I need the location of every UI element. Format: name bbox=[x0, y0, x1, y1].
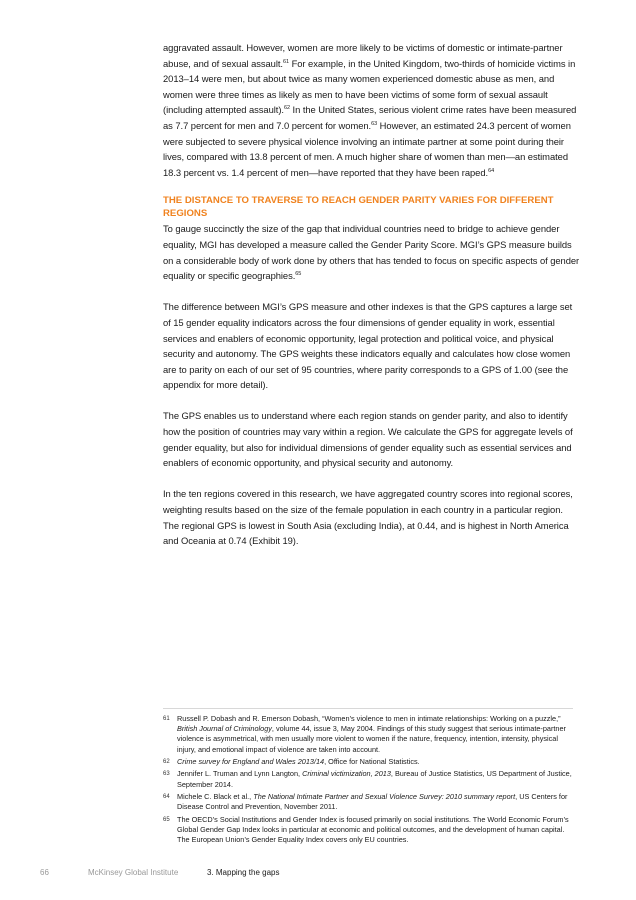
text-run: However, an estimated 24.3 percent of women were subjected to severe physical violence involving an intimate partner at some point during their lives, compared with 13.8 percent of men. A much higher share of women than men—an estimated 18.3 percent vs. 1.4 percent of men—have reported that they have been raped. bbox=[163, 119, 571, 178]
text-run: Michele C. Black et al., bbox=[177, 791, 254, 801]
text-run: , US Centers for Disease Control and Prevention, November 2011. bbox=[177, 791, 568, 812]
chapter-title: 3. Mapping the gaps bbox=[207, 868, 280, 877]
paragraph-gps-intro bbox=[163, 221, 581, 283]
text-run: aggravated assault. However, women are more likely to be victims of domestic or intimate-partner abuse, and of sexual assault. bbox=[163, 42, 563, 69]
text-run: Jennifer L. Truman and Lynn Langton, bbox=[177, 769, 303, 779]
footnote-text bbox=[177, 815, 575, 846]
paragraph-gps-difference: The difference between MGI’s GPS measure and other indexes is that the GPS captures a large set of 15 gender equality indicators across the four dimensions of gender equality in work, essential services and enablers of economic opportunity, legal protection and political voice, and physical security and autonomy. The GPS weights these indicators equally and calculates how close women are to parity on each of our set of 95 countries, where parity corresponds to a GPS of 1.00 (see the appendix for more detail). bbox=[163, 301, 573, 391]
main-text bbox=[163, 40, 581, 549]
paragraph-gps-regions: The GPS enables us to understand where each region stands on gender parity, and also to identify how the position of countries may vary within a region. We calculate the GPS for aggregate levels of gender equality, but also for individual dimensions of gender equality such as essential services and enablers of economic opportunity, and physical security and autonomy. bbox=[163, 410, 573, 469]
footnote-number: 63 bbox=[163, 771, 170, 778]
text-run: For example, in the United Kingdom, two-thirds of homicide victims in 2013–14 were men, but about twice as many women experienced domestic abuse as men, and women were three times as likely as men to have been victims of some form of sexual assault (including attempted assault). bbox=[163, 57, 576, 116]
footnote-ref-64[interactable]: 64 bbox=[488, 167, 495, 174]
text-run: Russell P. Dobash and R. Emerson Dobash, “Women’s violence to men in intimate relationships: Working on a puzzle,” bbox=[177, 714, 561, 723]
paragraph-regional-scores: In the ten regions covered in this research, we have aggregated country scores into regional scores, weighting results based on the size of the female population in each country in a particular region. The regional GPS is lowest in South Asia (excluding India), at 0.44, and is highest in North America and Oceania at 0.74 (Exhibit 19). bbox=[163, 488, 573, 547]
footnote-text bbox=[177, 792, 575, 812]
footnote-64 bbox=[163, 792, 575, 812]
footnote-62 bbox=[163, 757, 575, 767]
text-run: To gauge succinctly the size of the gap that individual countries need to bridge to achieve gender equality, MGI has developed a measure called the Gender Parity Score. MGI’s GPS measure builds on a considerable body of work done by others that has tended to focus on specific aspects of gender equality or specific geographies. bbox=[163, 223, 580, 282]
text-run: The OECD’s Social Institutions and Gender Index is focused primarily on social institutions. The World Economic Forum’s Global Gender Gap Index looks in particular at economic and political outcomes, and the development of human capital. The European Union’s Gender Equality Index covers only EU countries. bbox=[177, 814, 569, 844]
section-heading: THE DISTANCE TO TRAVERSE TO REACH GENDER PARITY VARIES FOR DIFFERENT REGIONS bbox=[163, 195, 554, 220]
footnote-ref-61[interactable]: 61 bbox=[283, 58, 290, 65]
footnote-ref-62[interactable]: 62 bbox=[283, 105, 290, 112]
citation-title: British Journal of Criminology bbox=[177, 724, 272, 734]
text-run: , volume 44, issue 3, May 2004. Findings of this study suggest that serious intimate-partner violence is asymmetrical, with men usually more violent to women if the nature, frequency, intention, intensity, physical injury, and emotional impact of violence are taken into account. bbox=[177, 724, 566, 754]
footnote-number: 62 bbox=[163, 759, 170, 765]
text-run: , Office for National Statistics. bbox=[324, 757, 420, 766]
footnote-text bbox=[177, 757, 575, 767]
footnote-63 bbox=[163, 769, 575, 789]
footnote-61 bbox=[163, 714, 575, 755]
footnote-number: 61 bbox=[163, 716, 170, 722]
citation-title: The National Intimate Partner and Sexual Violence Survey: 2010 summary report bbox=[253, 791, 516, 801]
footnote-65 bbox=[163, 815, 575, 846]
footnote-number: 64 bbox=[163, 793, 170, 800]
page-number: 66 bbox=[40, 868, 49, 877]
footnote-ref-63[interactable]: 63 bbox=[371, 120, 378, 127]
footnote-divider bbox=[163, 708, 573, 709]
footnote-text bbox=[177, 714, 575, 755]
footnotes bbox=[163, 714, 575, 847]
footnote-ref-65[interactable]: 65 bbox=[295, 271, 302, 277]
footnote-number: 65 bbox=[163, 816, 170, 823]
text-run: In the United States, serious violent crime rates have been measured as 7.7 percent for men and 7.0 percent for women. bbox=[163, 104, 577, 131]
citation-title: Criminal victimization, 2013 bbox=[302, 769, 391, 779]
text-run: , Bureau of Justice Statistics, US Department of Justice, September 2014. bbox=[177, 769, 572, 789]
footnote-text bbox=[177, 769, 575, 789]
paragraph-violence-statistics bbox=[163, 40, 581, 180]
organization-name: McKinsey Global Institute bbox=[88, 868, 179, 877]
citation-title: Crime survey for England and Wales 2013/14 bbox=[177, 757, 325, 766]
